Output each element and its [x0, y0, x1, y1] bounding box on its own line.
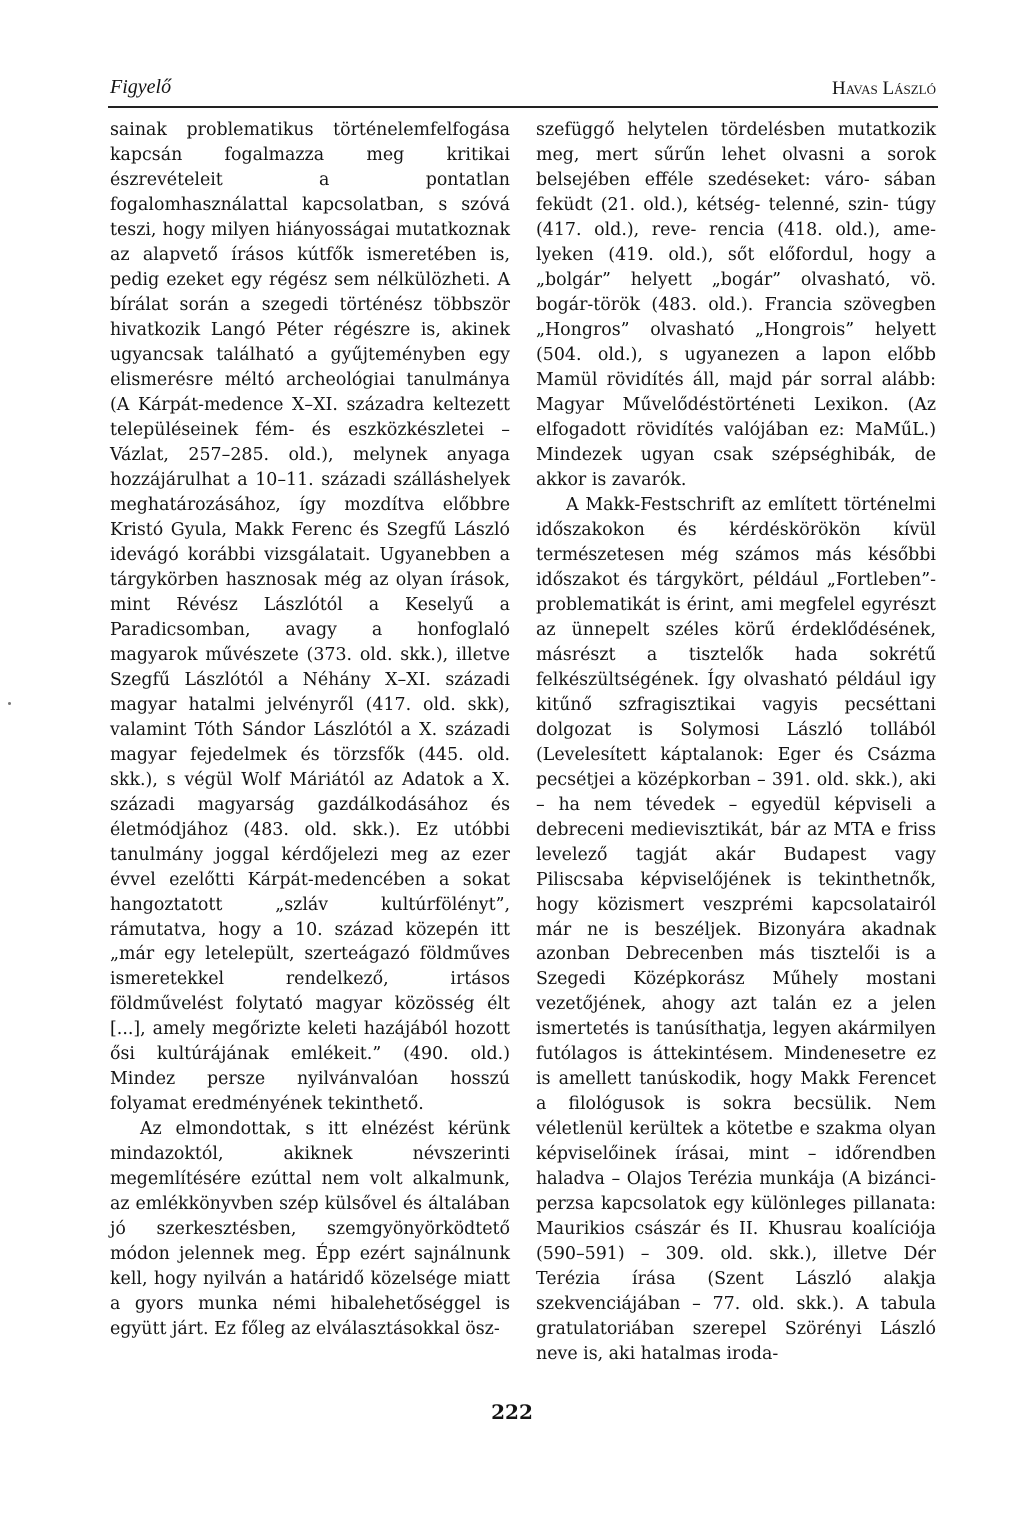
scan-speck — [8, 702, 11, 705]
left-paragraph-1: sainak problematikus történelemfelfogása kapcsán fogalmazza meg kritikai észrevételeit a pontatlan fogalomhasználattal kapcsolatban, s szóvá teszi, hogy milyen hiányosságai mutatkoznak az alapvető írásos kútfők ismeretében is, pedig ezeket egy régész sem nélkülözheti. A bírálat során a szegedi történész többször hivatkozik Langó Péter régészre is, akinek ugyancsak található a gyűjteményben egy elismerésre méltó archeológiai tanulmánya (A Kárpát-medence X–XI. századra keltezett településeinek fém- és eszközkészletei – Vázlat, 257–285. old.), melynek anyaga hozzájárulhat a 10–11. századi szálláshelyek meghatározásához, így mozdítva előbbre Kristó Gyula, Makk Ferenc és Szegfű László idevágó korábbi vizsgálatait. Ugyanebben a tárgykörben hasznosak még az olyan írások, mint Révész Lászlótól a Keselyű a Paradicsomban, avagy a honfoglaló magyarok művészete (373. old. skk.), illetve Szegfű Lászlótól a Néhány X–XI. századi magyar hatalmi jelvényről (417. old. skk), valamint Tóth Sándor Lászlótól a X. századi magyar fejedelmek és törzsfők (445. old. skk.), s végül Wolf Máriától az Adatok a X. századi magyarság gazdálkodásához és életmódjához (483. old. skk.). Ez utóbbi tanulmány joggal kérdőjelezi meg az ezer évvel ezelőtti Kárpát-medencében a sokat hangoztatott „szláv kultúrfölényt”, rámutatva, hogy a 10. század közepén itt „már egy letelepült, szerteágazó földműves ismeretekkel rendelkező, irtásos földművelést folytató magyar közösség élt [...], amely megőrizte keleti hazájából hozott ősi kultúrájának emlékeit.” (490. old.) Mindez persze nyilvánvalóan hosszú folyamat eredményének tekinthető. — [110, 120, 510, 1115]
left-paragraph-2: Az elmondottak, s itt elnézést kérünk mindazoktól, akiknek névszerinti megemlítésére ezúttal nem volt alkalmunk, az emlékkönyvben szép külsővel és általában jó szerkesztésben, szemgyönyörködtető módon jelennek meg. Épp ezért sajnálnunk kell, hogy nyilván a határidő közelsége miatt a gyors munka némi hibalehetőséggel is együtt járt. Ez főleg az elválasztásokkal ösz- — [110, 1119, 510, 1340]
right-column — [536, 118, 936, 1367]
page-number: 222 — [491, 1400, 533, 1424]
header-rule — [108, 106, 938, 108]
running-head-author: Havas László — [831, 78, 936, 99]
right-paragraph-1: szefüggő helytelen tördelésben mutatkozik meg, mert sűrűn lehet olvasni a sorok belsejében efféle szedéseket: váro- sában feküdt (21. old.), kétség- telenné, szin- túgy (417. old.), reve- rencia (418. old.), ame-lyeken (419. old.), sőt előfordul, hogy a „bolgár” helyett „bogár” olvasható, vö. bogár-török (483. old.). Francia szövegben „Hongros” olvasható „Hongrois” helyett (504. old.), s ugyanezen a lapon előbb Mamül rövidítés áll, majd pár sorral alább: Magyar Művelődéstörténeti Lexikon. (Az elfogadott rövidítés valójában ez: MaMűL.) Mindezek ugyan csak szépséghibák, de akkor is zavarók. — [536, 120, 936, 490]
right-paragraph-2: A Makk-Festschrift az említett történelmi időszakokon és kérdéskörökön kívül természetesen még számos más későbbi időszakot és tárgykört, például „Fortleben”-problematikát is érint, ami megfelel egyrészt az ünnepelt széles körű érdeklődésének, másrészt a tisztelők hada sokrétű felkészültségének. Így olvasható például igy kitűnő szfragisztikai vagyis pecséttani dolgozat is Solymosi László tollából (Levelesített káptalanok: Eger és Csázma pecsétjei a középkorban – 391. old. skk.), aki – ha nem tévedek – egyedül képviseli a debreceni medievisztikát, bár az MTA e friss levelező tagját akár Budapest vagy Piliscsaba képviselőjének is tekinthetnők, hogy közismert veszprémi kapcsolatairól már ne is beszéljek. Bizonyára akadnak azonban Debrecenben más tisztelői is a Szegedi Középkorász Műhely mostani vezetőjének, ahogy azt talán ez a jelen ismertetés is tanúsíthatja, legyen akármilyen futólagos is áttekintésem. Mindenesetre ez is amellett tanúskodik, hogy Makk Ferencet a filológusok is sokra becsülik. Nem véletlenül kerültek a kötetbe e szakma olyan képviselőinek írásai, mint – időrendben haladva – Olajos Terézia munkája (A bizánci-perzsa kapcsolatok egy különleges pillanata: Maurikios császár és II. Khusrau koalíciója (590–591) – 309. old. skk.), illetve Dér Terézia írása (Szent László alakja szekvenciájában – 77. old. skk.). A tabula gratulatoriában szerepel Szörényi László neve is, aki hatalmas iroda- — [536, 494, 936, 1365]
running-head-section: Figyelő — [110, 76, 172, 98]
left-column — [110, 118, 510, 1342]
